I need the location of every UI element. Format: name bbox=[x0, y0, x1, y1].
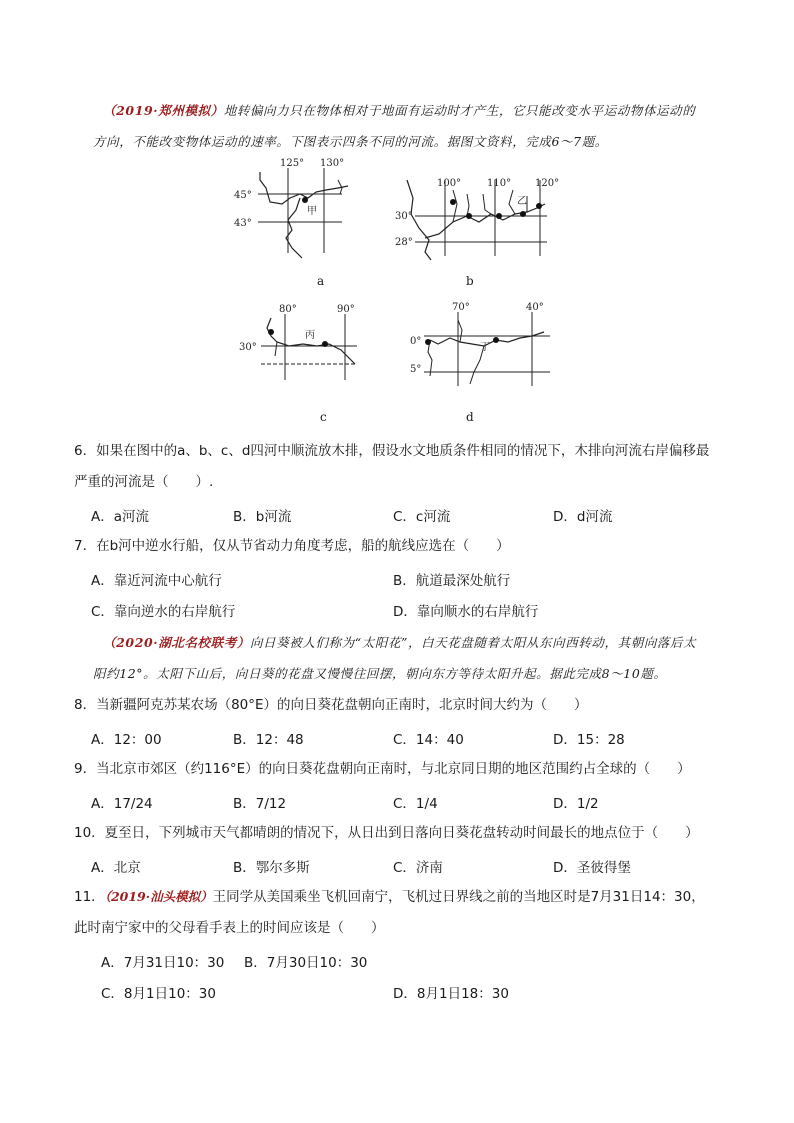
figure-caption-d: d bbox=[466, 410, 474, 424]
option-9c[interactable]: C．1/4 bbox=[393, 796, 438, 812]
option-11d[interactable]: D．8月1日18：30 bbox=[393, 986, 509, 1002]
river-label: 甲 bbox=[307, 206, 317, 217]
river-label: 丁 bbox=[480, 342, 490, 353]
option-10a[interactable]: A．北京 bbox=[91, 860, 141, 876]
option-10b[interactable]: B．鄂尔多斯 bbox=[233, 860, 310, 876]
option-8b[interactable]: B．12：48 bbox=[233, 732, 304, 748]
lat-label: 45° bbox=[234, 190, 252, 201]
lon-label: 80° bbox=[279, 304, 297, 315]
figure-caption-c: c bbox=[320, 410, 327, 424]
lat-label: 30° bbox=[239, 342, 257, 353]
map-figure-d bbox=[400, 300, 560, 395]
option-6c[interactable]: C．c河流 bbox=[393, 509, 451, 525]
lat-label: 0° bbox=[410, 336, 422, 347]
lon-label: 125° bbox=[280, 158, 305, 169]
question-8-line-1: 8．当新疆阿克苏某农场（80°E）的向日葵花盘朝向正南时，北京时间大约为（ ） bbox=[74, 697, 588, 713]
map-figure-c bbox=[237, 302, 367, 392]
option-8c[interactable]: C．14：40 bbox=[393, 732, 464, 748]
lon-label: 100° bbox=[437, 178, 462, 189]
option-8a[interactable]: A．12：00 bbox=[91, 732, 162, 748]
option-10d[interactable]: D．圣彼得堡 bbox=[553, 860, 631, 876]
option-7b[interactable]: B．航道最深处航行 bbox=[393, 573, 511, 589]
lon-label: 120° bbox=[535, 178, 560, 189]
lon-label: 40° bbox=[526, 302, 544, 313]
intro-line-1: （2019·郑州模拟）地转偏向力只在物体相对于地面有运动时才产生，它只能改变水平运动物体运动的 bbox=[103, 103, 696, 118]
river-label: 丙 bbox=[305, 330, 315, 341]
option-9d[interactable]: D．1/2 bbox=[553, 796, 599, 812]
intro2-line-2: 阳约12°。太阳下山后，向日葵的花盘又慢慢往回摆，朝向东方等待太阳升起。据此完成8～10题。 bbox=[93, 666, 667, 681]
figure-caption-b: b bbox=[466, 274, 474, 288]
lat-label: 30° bbox=[395, 211, 413, 222]
option-7d[interactable]: D．靠向顺水的右岸航行 bbox=[393, 604, 539, 620]
river-label: 乙 bbox=[517, 196, 527, 207]
source-tag: （2019·汕头模拟） bbox=[104, 889, 213, 904]
lon-label: 90° bbox=[337, 304, 355, 315]
figure-caption-a: a bbox=[317, 274, 325, 288]
question-9-line-1: 9．当北京市郊区（约116°E）的向日葵花盘朝向正南时，与北京同日期的地区范围约占全球的（ ） bbox=[74, 761, 691, 777]
option-9b[interactable]: B．7/12 bbox=[233, 796, 287, 812]
map-figure-b bbox=[395, 170, 560, 270]
source-tag: （2019·郑州模拟） bbox=[103, 103, 224, 118]
option-6a[interactable]: A．a河流 bbox=[91, 509, 150, 525]
intro-line-2: 方向，不能改变物体运动的速率。下图表示四条不同的河流。据图文资料，完成6～7题。 bbox=[93, 134, 608, 149]
option-11c[interactable]: C．8月1日10：30 bbox=[101, 986, 216, 1002]
option-9a[interactable]: A．17/24 bbox=[91, 796, 153, 812]
option-7c[interactable]: C．靠向逆水的右岸航行 bbox=[91, 604, 236, 620]
lon-label: 110° bbox=[487, 178, 512, 189]
source-tag: （2020·湖北名校联考） bbox=[103, 635, 250, 650]
lat-label: 5° bbox=[410, 364, 422, 375]
question-11-line-1: 11．（2019·汕头模拟）王同学从美国乘坐飞机回南宁，飞机过日界线之前的当地区时是7月31日14：30， bbox=[74, 889, 705, 905]
question-6-line-2: 严重的河流是（ ）. bbox=[74, 474, 214, 490]
intro2-line-1: （2020·湖北名校联考）向日葵被人们称为“太阳花”，白天花盘随着太阳从东向西转动，其朝向落后太 bbox=[103, 635, 697, 650]
lon-label: 130° bbox=[320, 158, 345, 169]
option-6b[interactable]: B．b河流 bbox=[233, 509, 292, 525]
option-8d[interactable]: D．15：28 bbox=[553, 732, 625, 748]
option-11a[interactable]: A．7月31日10：30 bbox=[101, 955, 225, 971]
option-6d[interactable]: D．d河流 bbox=[553, 509, 613, 525]
lon-label: 70° bbox=[452, 302, 470, 313]
option-7a[interactable]: A．靠近河流中心航行 bbox=[91, 573, 222, 589]
question-10-line-1: 10．夏至日，下列城市天气都晴朗的情况下，从日出到日落向日葵花盘转动时间最长的地点位于（ ） bbox=[74, 825, 699, 841]
question-6-line-1: 6．如果在图中的a、b、c、d四河中顺流放木排，假设水文地质条件相同的情况下，木排向河流右岸偏移最 bbox=[74, 443, 710, 459]
option-10c[interactable]: C．济南 bbox=[393, 860, 443, 876]
lat-label: 43° bbox=[234, 218, 252, 229]
question-11-line-2: 此时南宁家中的父母看手表上的时间应该是（ ） bbox=[74, 920, 385, 936]
question-7-line-1: 7．在b河中逆水行船，仅从节省动力角度考虑，船的航线应选在（ ） bbox=[74, 538, 510, 554]
lat-label: 28° bbox=[395, 237, 413, 248]
map-figure-a bbox=[230, 158, 360, 268]
option-11b[interactable]: B．7月30日10：30 bbox=[244, 955, 368, 971]
